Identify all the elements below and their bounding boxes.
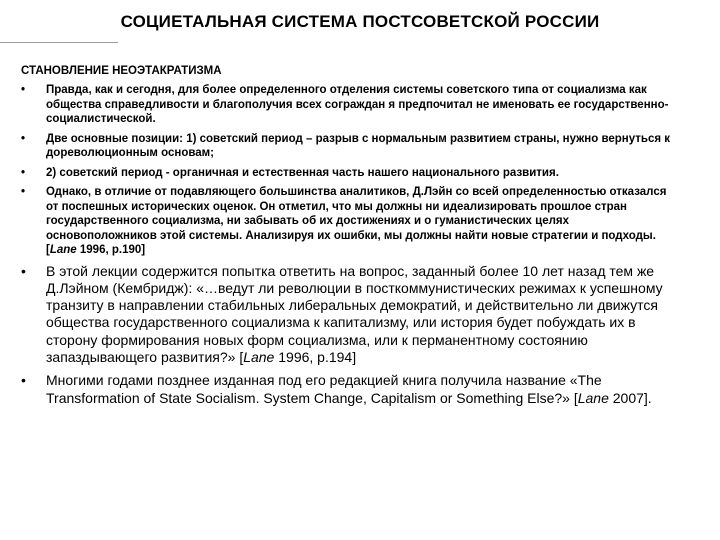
bullet-text bbox=[46, 263, 673, 367]
bullet-item-5 bbox=[21, 263, 673, 367]
slide-title: СОЦИЕТАЛЬНАЯ СИСТЕМА ПОСТСОВЕТСКОЙ РОССИИ bbox=[120, 12, 600, 31]
bullet-marker: • bbox=[21, 132, 26, 145]
bullet-marker: • bbox=[21, 186, 26, 198]
bullet-marker: • bbox=[21, 84, 26, 96]
bullet-item-6 bbox=[21, 372, 673, 407]
bullet-body: Многими годами позднее изданная под его редакцией книга получила название «The Transformation of State Socialism. System Change, Capitalism or Something Else?» [ bbox=[46, 372, 602, 406]
slide-body bbox=[21, 65, 673, 413]
bullet-marker: • bbox=[21, 372, 26, 389]
bullet-item-4 bbox=[21, 185, 673, 258]
title-divider bbox=[0, 42, 118, 43]
citation-author: Lane bbox=[577, 389, 609, 406]
bullet-item-2 bbox=[21, 132, 673, 161]
bullet-text: Две основные позиции: 1) советский период – разрыв с нормальным развитием страны, нужно вернуться к дореволюционным основам; bbox=[46, 132, 671, 159]
citation-tail: 2007]. bbox=[608, 389, 652, 406]
citation-tail: 1996, р.190] bbox=[76, 244, 146, 256]
bullet-body: Однако, в отличие от подавляющего большинства аналитиков, Д.Лэйн со всей определенностью отказался от поспешных исторических оценок. Он отметил, что мы должны ни идеализировать прошлое стран государственного социализма, ни забывать об их достижениях и о гуманистических целях основоположников этой системы. Анализируя их ошибки, мы должны найти новые стратегии и подходы. [ bbox=[46, 186, 667, 256]
citation-tail: 1996, р.194] bbox=[274, 348, 357, 365]
bullet-text bbox=[46, 185, 673, 258]
bullet-marker: • bbox=[21, 166, 26, 179]
bullet-text: 2) советский период - органичная и естественная часть нашего национального развития. bbox=[46, 166, 559, 179]
citation-author: Lane bbox=[243, 348, 275, 365]
bullet-text bbox=[46, 372, 673, 407]
bullet-item-1 bbox=[21, 83, 673, 127]
bullet-item-3 bbox=[21, 166, 673, 181]
bullet-body: В этой лекции содержится попытка ответить на вопрос, заданный более 10 лет назад тем же Д.Лэйном (Кембридж): «…ведут ли революции в посткоммунистических режимах к успешному транзиту в направлении стабильных либеральных демократий, и действительно ли движутся общества государственного социализма к капитализму, или история будет побуждать их в сторону формирования новых форм социализма, или к перманентному состоянию запаздывающего развития?» [ bbox=[46, 262, 663, 365]
citation-author: Lane bbox=[49, 244, 77, 256]
bullet-marker: • bbox=[21, 262, 26, 279]
section-subtitle: СТАНОВЛЕНИЕ НЕОЭТАКРАТИЗМА bbox=[21, 65, 222, 77]
bullet-text: Правда, как и сегодня, для более определенного отделения системы советского типа от социализма как общества справедливости и благополучия всех сограждан я предпочитал не именовать ее государственно-социалистической. bbox=[46, 84, 669, 125]
